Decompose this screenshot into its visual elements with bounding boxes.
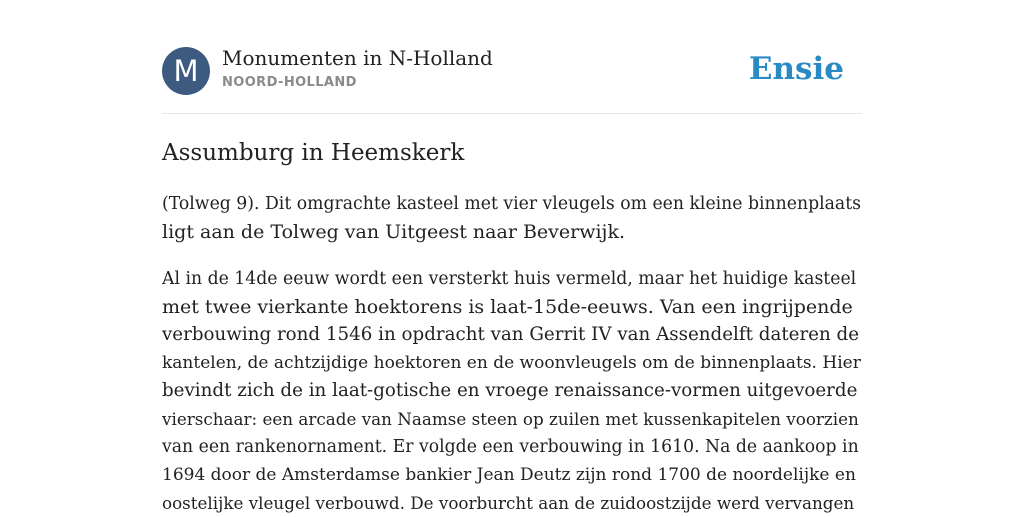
paragraph-line: van een rankenornament. Er volgde een verbouwing in 1610. Na de aankoop in	[162, 437, 859, 457]
channel-subtitle[interactable]: NOORD-HOLLAND	[222, 75, 357, 90]
paragraph-2	[162, 265, 862, 517]
paragraph-line: ligt aan de Tolweg van Uitgeest naar Beverwijk.	[162, 221, 625, 243]
paragraph-line: (Tolweg 9). Dit omgrachte kasteel met vier vleugels om een kleine binnenplaats	[162, 194, 861, 214]
article-title: Assumburg in Heemskerk	[162, 140, 465, 166]
avatar[interactable]: M	[162, 47, 210, 95]
paragraph-line: oostelijke vleugel verbouwd. De voorburcht aan de zuidoostzijde werd vervangen	[162, 493, 855, 513]
channel-header	[162, 0, 862, 114]
channel-title[interactable]: Monumenten in N-Holland	[222, 46, 493, 70]
paragraph-line: kantelen, de achtzijdige hoektoren en de woonvleugels om de binnenplaats. Hier	[162, 353, 861, 373]
paragraph-line: 1694 door de Amsterdamse bankier Jean Deutz zijn rond 1700 de noordelijke en	[162, 465, 856, 485]
paragraph-line: Al in de 14de eeuw wordt een versterkt huis vermeld, maar het huidige kasteel	[162, 269, 857, 289]
ensie-logo[interactable]: Ensie	[748, 51, 844, 87]
page	[162, 0, 862, 513]
paragraph-line: verbouwing rond 1546 in opdracht van Gerrit IV van Assendelft dateren de	[162, 324, 860, 345]
paragraph-line: met twee vierkante hoektorens is laat-15de-eeuws. Van een ingrijpende	[162, 296, 853, 318]
paragraph-line: bevindt zich de in laat-gotische en vroege renaissance-vormen uitgevoerde	[162, 380, 858, 401]
paragraph-line: vierschaar: een arcade van Naamse steen op zuilen met kussenkapitelen voorzien	[162, 409, 859, 429]
paragraph-1	[162, 190, 862, 246]
